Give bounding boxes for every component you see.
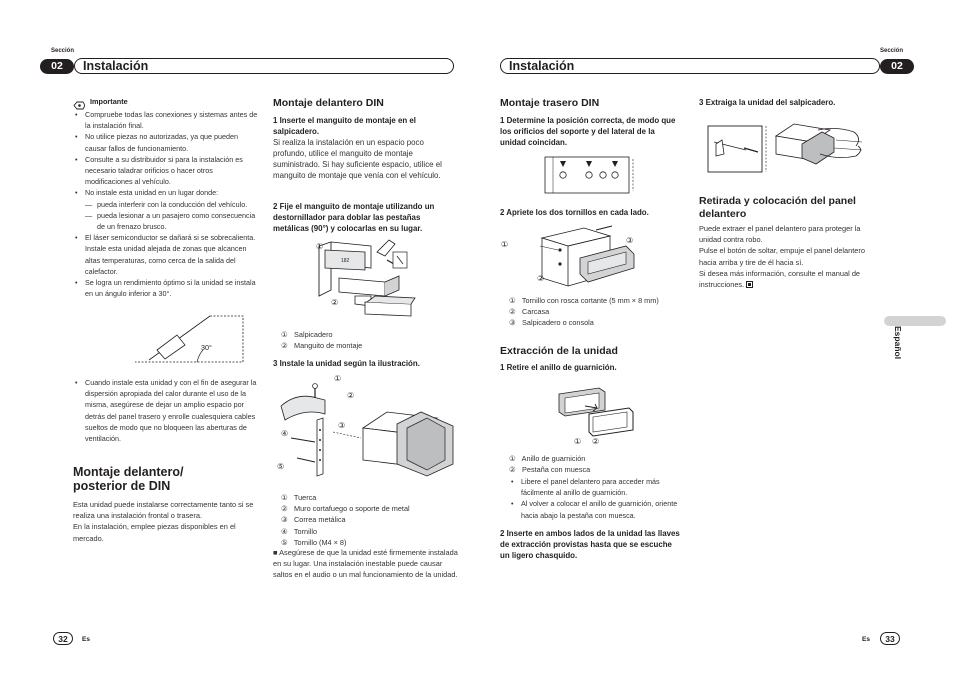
section-title-line-1: Montaje delantero/	[73, 465, 184, 479]
language-tab-bar	[884, 316, 946, 326]
language-tab-label: Español	[893, 326, 903, 360]
heat-bullets	[73, 377, 258, 444]
section-title-line-2: posterior de DIN	[73, 479, 171, 493]
paragraph: Pulse el botón de soltar, empuje el panel delantero hacia arriba y tire de él hacia sí.	[699, 246, 865, 267]
marker-1: ①	[334, 374, 342, 383]
rear-step-1-title: 1 Determine la posición correcta, de modo que los orificios del soporte y del lateral de la unidad coincidan.	[500, 116, 676, 147]
marker-1: ①	[501, 240, 509, 249]
panel-title-line-2: delantero	[699, 208, 747, 220]
legend-item: ② Pestaña con muesca	[509, 465, 591, 475]
legend-item: ② Muro cortafuego o soporte de metal	[281, 504, 410, 514]
list-item: • Cuando instale esta unidad y con el fin de asegurar la dispersión apropiada del calor durante el uso de la misma, asegúrese de dejar un amplio espacio por detrás del panel trasero y enrolle cualesquiera cables sueltos de modo que no bloqueen las aberturas de ventilación.	[73, 377, 258, 444]
marker-2: ②	[537, 274, 545, 283]
extraction-title: Extracción de la unidad	[500, 345, 618, 357]
page-number-right: 33	[880, 632, 900, 645]
marker-2: ②	[592, 437, 600, 446]
page-title-left: Instalación	[74, 58, 454, 74]
step-2-title: 2 Fije el manguito de montaje utilizando un destornillador para doblar las pestañas metálicas (90°) y colocarlas en su lugar.	[273, 202, 435, 233]
ring-legend	[509, 453, 590, 475]
important-block	[73, 97, 258, 299]
list-item: • El láser semiconductor se dañará si se sobrecalienta. Instale esta unidad alejada de zonas que alcancen altas temperaturas, como cerca de la salida del calefactor.	[73, 232, 258, 277]
list-item: — pueda lesionar a un pasajero como consecuencia de un frenazo brusco.	[73, 210, 258, 232]
page-title-right: Instalación	[500, 58, 880, 74]
marker-3: ③	[338, 421, 346, 430]
legend-item: ③ Salpicadero o consola	[509, 318, 594, 328]
panel-title-line-1: Retirada y colocación del panel	[699, 195, 856, 207]
marker-2: ②	[347, 391, 355, 400]
din-intro	[73, 499, 256, 544]
marker-3: ③	[626, 236, 634, 245]
sleeve-illustration	[315, 238, 415, 320]
legend-item: ① Salpicadero	[281, 330, 333, 339]
list-item: • Libere el panel delantero para acceder más fácilmente al anillo de guarnición.	[509, 476, 684, 498]
marker-4: ④	[281, 429, 289, 438]
extract-step-2-title: 2 Inserte en ambos lados de la unidad las llaves de extracción provistas hasta que se escuche un ligero chasquido.	[500, 529, 680, 560]
rear-step-2-title: 2 Apriete los dos tornillos en cada lado.	[500, 208, 649, 217]
list-item: • No instale esta unidad en un lugar donde:	[73, 187, 258, 198]
marker-5: ⑤	[277, 462, 285, 471]
trim-ring-illustration	[555, 386, 639, 438]
legend-item: ③ Correa metálica	[281, 515, 346, 525]
section-title-din	[73, 465, 183, 493]
paragraph: En la instalación, emplee piezas disponibles en el mercado.	[73, 522, 236, 543]
angle-diagram	[135, 312, 255, 372]
angle-label: 30°	[201, 343, 212, 352]
extract-step-1-title: 1 Retire el anillo de guarnición.	[500, 363, 617, 372]
important-icon	[73, 97, 87, 106]
step-1-title: 1 Inserte el manguito de montaje en el salpicadero.	[273, 116, 416, 136]
legend-item: ① Tornillo con rosca cortante (5 mm × 8 mm)	[509, 296, 659, 305]
legend-item: ④ Tornillo	[281, 526, 318, 536]
paragraph: Si desea más información, consulte el manual de instrucciones.	[699, 268, 861, 290]
list-item: • No utilice piezas no autorizadas, ya que pueden causar fallos de funcionamiento.	[73, 131, 258, 153]
rear-fig-legend	[509, 295, 659, 329]
rear-din-title: Montaje trasero DIN	[500, 97, 600, 109]
paragraph: Esta unidad puede instalarse correctamente tanto si se realiza una instalación frontal o trasera.	[73, 500, 254, 521]
fig1-legend	[281, 329, 362, 351]
legend-item: ① Tuerca	[281, 493, 317, 502]
list-item: • Consulte a su distribuidor si para la instalación es necesario taladrar orificios o hacer otros modificaciones al vehículo.	[73, 154, 258, 188]
marker-1: ①	[316, 242, 324, 251]
list-item: • Se logra un rendimiento óptimo si la unidad se instala en un ángulo inferior a 30°.	[73, 277, 258, 299]
section-number-right: 02	[880, 59, 914, 74]
important-title: Importante	[90, 97, 128, 106]
page-number-left: 32	[53, 632, 73, 645]
legend-item: ② Carcasa	[509, 307, 550, 317]
marker-2: ②	[331, 298, 339, 307]
marker-1: ①	[574, 437, 582, 446]
list-item: — pueda interferir con la conducción del vehículo.	[73, 199, 258, 210]
unit-install-illustration	[277, 372, 457, 484]
panel-title	[699, 195, 889, 221]
svg-text:182: 182	[341, 258, 350, 264]
legend-item: ⑤ Tornillo (M4 × 8)	[281, 537, 347, 547]
stability-note: ■ Asegúrese de que la unidad esté firmemente instalada en su lugar. Una instalación inestable puede causar saltos en el audio o un mal funcionamiento de la unidad.	[273, 548, 458, 580]
screw-tightening-illustration	[530, 224, 640, 292]
legend-item: ① Anillo de guarnición	[509, 454, 586, 463]
list-item: • Compruebe todas las conexiones y sistemas antes de la instalación final.	[73, 109, 258, 131]
section-label-right: Sección	[880, 48, 904, 54]
step-3-title: 3 Instale la unidad según la ilustración.	[273, 359, 420, 368]
bracket-alignment-illustration	[545, 155, 641, 195]
step-1-body: Si realiza la instalación en un espacio poco profundo, utilice el manguito de montaje suministrado. Si hay suficiente espacio, utilice el manguito de montaje que venía con el vehículo.	[273, 138, 442, 180]
end-mark-icon	[746, 281, 753, 288]
panel-body	[699, 223, 883, 290]
unit-extraction-illustration	[706, 120, 866, 176]
paragraph: Puede extraer el panel delantero para proteger la unidad contra robo.	[699, 224, 861, 245]
legend-item: ② Manguito de montaje	[281, 341, 363, 351]
ring-bullets	[509, 476, 684, 521]
footer-lang-right: Es	[862, 636, 870, 643]
extract-step-3-title: 3 Extraiga la unidad del salpicadero.	[699, 98, 836, 107]
footer-lang-left: Es	[82, 636, 90, 643]
fig2-legend	[281, 492, 410, 548]
list-item: • Al volver a colocar el anillo de guarnición, oriente hacia abajo la pestaña con muesca.	[509, 498, 684, 520]
section-number-left: 02	[40, 59, 74, 74]
front-din-title: Montaje delantero DIN	[273, 97, 384, 109]
section-label-left: Sección	[51, 48, 75, 54]
